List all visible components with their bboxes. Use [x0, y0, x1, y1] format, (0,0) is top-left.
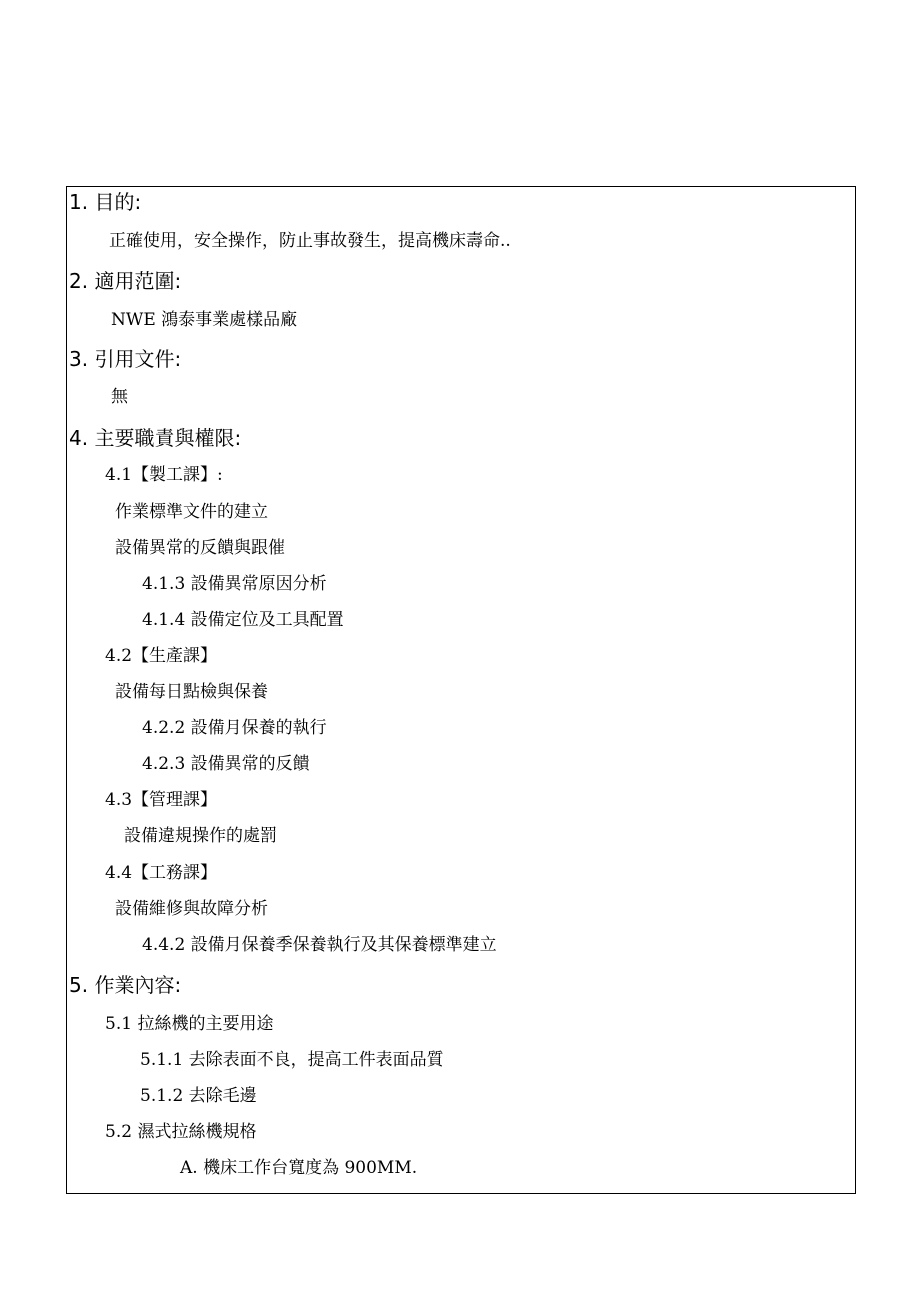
document-frame: [66, 186, 856, 1194]
list-item: 設備每日點檢與保養: [115, 682, 268, 702]
section-5-heading: 5. 作業內容:: [69, 973, 182, 997]
list-item: 4.3【管理課】: [105, 790, 218, 810]
list-item: 4.1.3 設備異常原因分析: [142, 574, 327, 594]
list-item: 4.2.2 設備月保養的執行: [142, 718, 327, 738]
list-item: 5.1.2 去除毛邊: [140, 1086, 257, 1106]
section-4-heading: 4. 主要職責與權限:: [69, 426, 242, 450]
list-item: 4.4.2 設備月保養季保養執行及其保養標準建立: [142, 935, 497, 955]
list-item: 5.1.1 去除表面不良，提高工件表面品質: [140, 1050, 444, 1070]
section-2-heading: 2. 適用范圍:: [69, 269, 182, 293]
list-item: 4.4【工務課】: [105, 863, 218, 883]
section-3-text: 無: [111, 387, 128, 407]
list-item: 4.1.4 設備定位及工具配置: [142, 610, 344, 630]
list-item: 5.1 拉絲機的主要用途: [105, 1014, 274, 1034]
section-2-text: NWE 鴻泰事業處樣品廠: [111, 310, 298, 330]
section-1-heading: 1. 目的:: [69, 190, 142, 214]
list-item: 4.1【製工課】:: [105, 465, 223, 485]
list-item: 4.2.3 設備異常的反饋: [142, 754, 310, 774]
section-1-text: 正確使用，安全操作，防止事故發生，提高機床壽命..: [109, 231, 511, 251]
section-3-heading: 3. 引用文件:: [69, 347, 182, 371]
list-item: 設備維修與故障分析: [115, 899, 268, 919]
list-item: 設備異常的反饋與跟催: [115, 538, 285, 558]
list-item: 作業標準文件的建立: [115, 502, 268, 522]
list-item: 5.2 濕式拉絲機規格: [105, 1122, 257, 1142]
list-item: 設備違規操作的處罰: [124, 826, 277, 846]
list-item: A. 機床工作台寬度為 900MM.: [180, 1158, 418, 1178]
list-item: 4.2【生產課】: [105, 646, 218, 666]
